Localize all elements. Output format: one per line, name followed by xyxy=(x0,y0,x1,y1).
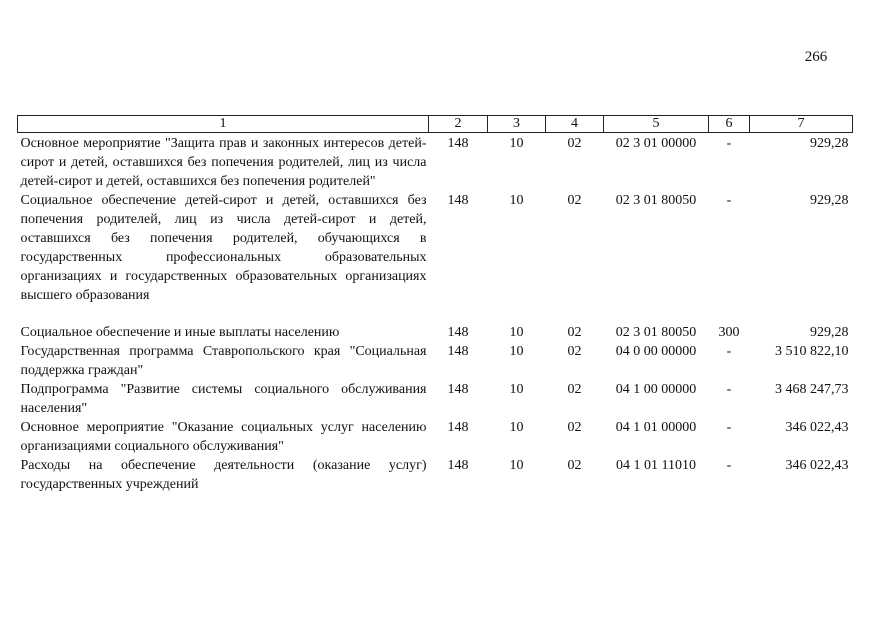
cell-admin: 148 xyxy=(447,382,469,397)
row-name: Подпрограмма "Развитие системы социального обслуживания населения" xyxy=(20,382,427,416)
row-name: Основное мероприятие "Оказание социальных услуг населению организациями социального обслуживания" xyxy=(20,420,427,454)
table-row xyxy=(18,133,853,192)
cell-amount: 929,28 xyxy=(810,136,849,151)
cell-section: 10 xyxy=(509,193,524,208)
cell-subsection: 02 xyxy=(567,193,582,208)
cell-admin: 148 xyxy=(447,420,469,435)
cell-amount: 346 022,43 xyxy=(785,420,849,435)
page-number: 266 xyxy=(804,49,828,65)
cell-expense-type: - xyxy=(726,458,732,473)
cell-expense-type: - xyxy=(726,136,732,151)
table-row xyxy=(18,380,853,418)
cell-admin: 148 xyxy=(447,193,469,208)
cell-expense-type: - xyxy=(726,420,732,435)
cell-target-code: 02 3 01 80050 xyxy=(615,193,697,208)
cell-section: 10 xyxy=(509,325,524,340)
cell-section: 10 xyxy=(509,420,524,435)
row-name: Социальное обеспечение детей-сирот и детей, оставшихся без попечения родителей, лиц из числа детей-сирот и детей, оставшихся без попечения родителей, обучающихся в государственных профессиональных образовательных организациях и государственных образовательных организациях высшего образования xyxy=(20,193,427,303)
cell-subsection: 02 xyxy=(567,458,582,473)
cell-target-code: 04 1 01 00000 xyxy=(615,420,697,435)
column-header: 5 xyxy=(604,116,709,133)
column-header: 1 xyxy=(18,116,429,133)
column-header: 4 xyxy=(546,116,604,133)
table-row xyxy=(18,323,853,342)
column-header: 3 xyxy=(488,116,546,133)
budget-table xyxy=(17,115,853,494)
cell-admin: 148 xyxy=(447,344,469,359)
row-name: Социальное обеспечение и иные выплаты населению xyxy=(20,325,340,340)
cell-expense-type: - xyxy=(726,193,732,208)
row-name: Основное мероприятие "Защита прав и законных интересов детей-сирот и детей, оставшихся без попечения родителей, лиц из числа детей-сирот и детей, оставшихся без попечения родителей" xyxy=(20,136,427,189)
cell-admin: 148 xyxy=(447,325,469,340)
cell-target-code: 02 3 01 00000 xyxy=(615,136,697,151)
row-name: Расходы на обеспечение деятельности (оказание услуг) государственных учреждений xyxy=(20,458,427,492)
cell-admin: 148 xyxy=(447,136,469,151)
column-header: 6 xyxy=(709,116,750,133)
table-header-row xyxy=(18,116,853,133)
cell-section: 10 xyxy=(509,382,524,397)
column-header: 7 xyxy=(750,116,853,133)
table-row xyxy=(18,191,853,323)
table-row xyxy=(18,342,853,380)
cell-section: 10 xyxy=(509,344,524,359)
table-row xyxy=(18,456,853,494)
cell-expense-type: 300 xyxy=(718,325,740,340)
cell-subsection: 02 xyxy=(567,136,582,151)
cell-subsection: 02 xyxy=(567,382,582,397)
cell-expense-type: - xyxy=(726,382,732,397)
cell-subsection: 02 xyxy=(567,420,582,435)
cell-admin: 148 xyxy=(447,458,469,473)
cell-target-code: 04 1 00 00000 xyxy=(615,382,697,397)
cell-section: 10 xyxy=(509,136,524,151)
cell-subsection: 02 xyxy=(567,325,582,340)
cell-amount: 346 022,43 xyxy=(785,458,849,473)
cell-amount: 929,28 xyxy=(810,325,849,340)
cell-amount: 929,28 xyxy=(810,193,849,208)
cell-amount: 3 510 822,10 xyxy=(775,344,849,359)
cell-amount: 3 468 247,73 xyxy=(775,382,849,397)
column-header: 2 xyxy=(429,116,488,133)
cell-section: 10 xyxy=(509,458,524,473)
cell-target-code: 02 3 01 80050 xyxy=(615,325,697,340)
row-name: Государственная программа Ставропольского края "Социальная поддержка граждан" xyxy=(20,344,427,378)
table-row xyxy=(18,418,853,456)
cell-target-code: 04 1 01 11010 xyxy=(616,458,696,473)
cell-subsection: 02 xyxy=(567,344,582,359)
cell-expense-type: - xyxy=(726,344,732,359)
cell-target-code: 04 0 00 00000 xyxy=(615,344,697,359)
